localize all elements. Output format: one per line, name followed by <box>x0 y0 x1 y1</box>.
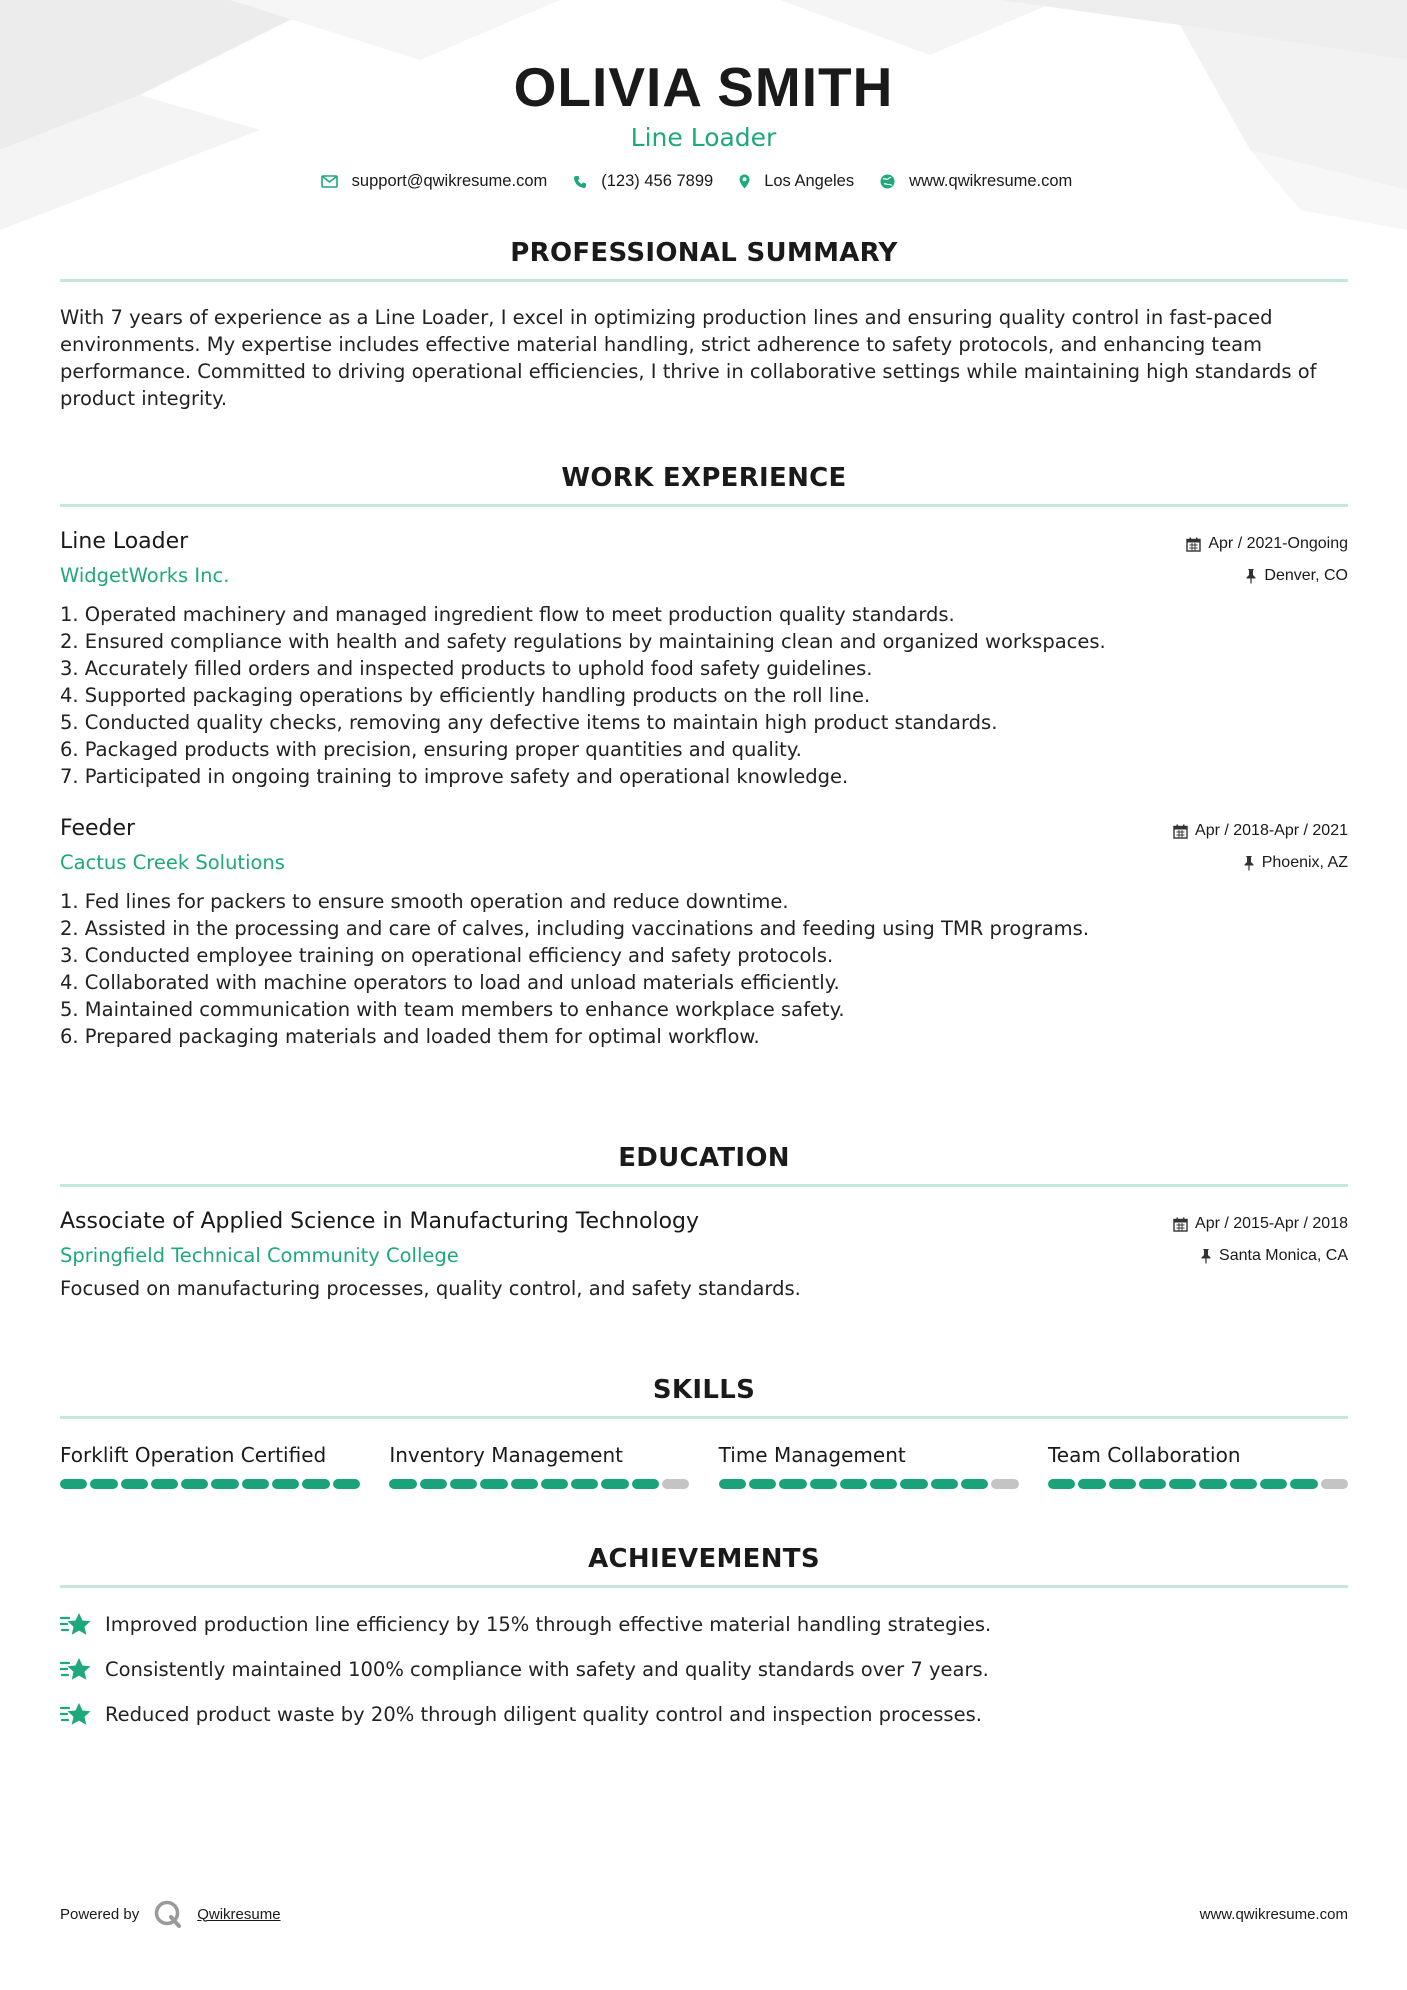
contact-website[interactable] <box>880 172 1072 191</box>
job-location-text: Denver, CO <box>1264 567 1348 584</box>
footer-website-link[interactable]: www.qwikresume.com <box>1199 1905 1348 1923</box>
skill-item <box>60 1443 360 1489</box>
skill-segment-filled <box>211 1479 238 1489</box>
job-entry <box>60 529 1348 790</box>
achievement-item <box>60 1647 1348 1692</box>
degree-title: Associate of Applied Science in Manufacturing Technology <box>60 1209 700 1234</box>
skill-segment-filled <box>541 1479 568 1489</box>
education-location-text: Santa Monica, CA <box>1219 1247 1348 1264</box>
education-description: Focused on manufacturing processes, quality control, and safety standards. <box>60 1277 801 1300</box>
summary-section <box>60 238 1348 412</box>
skill-segment-empty <box>991 1479 1018 1489</box>
achievement-text: Improved production line efficiency by 15% through effective material handling strategies. <box>105 1613 992 1636</box>
pushpin-icon <box>1243 855 1255 871</box>
location-text: Los Angeles <box>764 172 855 190</box>
achievement-text: Reduced product waste by 20% through diligent quality control and inspection processes. <box>105 1703 982 1726</box>
summary-divider <box>60 279 1348 282</box>
job-location <box>1243 854 1348 872</box>
skills-heading: SKILLS <box>652 1375 756 1405</box>
website-text: www.qwikresume.com <box>909 172 1073 190</box>
school-name: Springfield Technical Community College <box>60 1244 459 1267</box>
skill-segment-filled <box>779 1479 806 1489</box>
contact-phone[interactable] <box>573 172 713 191</box>
resume-header <box>0 55 1407 152</box>
list-item: 6. Prepared packaging materials and loaded them for optimal workflow. <box>60 1025 760 1048</box>
skill-segment-filled <box>420 1479 447 1489</box>
skill-segment-filled <box>272 1479 299 1489</box>
skill-segment-filled <box>1109 1479 1136 1489</box>
calendar-icon <box>1186 537 1201 552</box>
skill-segment-filled <box>719 1479 746 1489</box>
list-item: 3. Accurately filled orders and inspected products to uphold food safety guidelines. <box>60 657 873 680</box>
job-dates-text: Apr / 2018-Apr / 2021 <box>1195 822 1348 839</box>
skill-segment-filled <box>601 1479 628 1489</box>
pushpin-icon <box>1245 568 1257 584</box>
education-dates <box>1173 1215 1348 1233</box>
contact-email[interactable] <box>321 172 548 191</box>
achievements-section <box>60 1544 1348 1737</box>
skill-segment-filled <box>571 1479 598 1489</box>
job-entry <box>60 816 1348 1050</box>
summary-text: With 7 years of experience as a Line Loader, I excel in optimizing production lines and ensuring quality control in fast-paced environments. My expertise includes effective material handling, strict adherence to safety protocols, and enhancing team performance. Committed to driving operational efficiencies, I thrive in collaborative settings while maintaining high standards of product integrity. <box>60 306 1317 410</box>
job-title: Line Loader <box>60 529 189 554</box>
skill-segment-filled <box>1230 1479 1257 1489</box>
skill-segment-filled <box>1078 1479 1105 1489</box>
education-divider <box>60 1184 1348 1187</box>
achievement-item <box>60 1692 1348 1737</box>
education-location <box>1200 1247 1348 1265</box>
list-item: 2. Ensured compliance with health and safety regulations by maintaining clean and organized workspaces. <box>60 630 1106 653</box>
experience-divider <box>60 504 1348 507</box>
education-entry <box>60 1209 1348 1302</box>
list-item: 5. Conducted quality checks, removing any defective items to maintain high product standards. <box>60 711 998 734</box>
achievements-heading: ACHIEVEMENTS <box>588 1544 820 1574</box>
skill-segment-filled <box>242 1479 269 1489</box>
skill-name: Time Management <box>718 1443 906 1467</box>
skill-item <box>1048 1443 1348 1489</box>
calendar-icon <box>1173 1217 1188 1232</box>
skills-list <box>60 1443 1348 1489</box>
skill-segment-filled <box>1290 1479 1317 1489</box>
experience-section <box>60 463 1348 1050</box>
job-responsibilities <box>60 888 1348 1050</box>
skill-segment-filled <box>632 1479 659 1489</box>
education-section <box>60 1143 1348 1302</box>
skill-segment-filled <box>1139 1479 1166 1489</box>
candidate-name: OLIVIA SMITH <box>513 56 894 118</box>
skill-segment-filled <box>60 1479 87 1489</box>
job-company: WidgetWorks Inc. <box>60 564 230 587</box>
skill-level-bar <box>719 1479 1019 1489</box>
job-title: Feeder <box>60 816 136 841</box>
job-dates <box>1186 535 1348 553</box>
skill-segment-filled <box>450 1479 477 1489</box>
skill-segment-filled <box>151 1479 178 1489</box>
skill-name: Inventory Management <box>389 1443 623 1467</box>
achievements-list <box>60 1602 1348 1737</box>
skill-segment-filled <box>333 1479 360 1489</box>
map-pin-icon <box>739 174 750 189</box>
powered-by-label: Powered by <box>60 1905 140 1923</box>
skill-name: Team Collaboration <box>1047 1443 1241 1467</box>
list-item: 4. Supported packaging operations by efficiently handling products on the roll line. <box>60 684 871 707</box>
skill-segment-filled <box>480 1479 507 1489</box>
star-icon <box>60 1702 93 1728</box>
job-location <box>1245 567 1348 585</box>
skill-segment-filled <box>870 1479 897 1489</box>
education-heading: EDUCATION <box>618 1143 790 1173</box>
skill-segment-filled <box>840 1479 867 1489</box>
contact-bar <box>0 172 1407 191</box>
education-dates-text: Apr / 2015-Apr / 2018 <box>1195 1215 1348 1232</box>
list-item: 4. Collaborated with machine operators to load and unload materials efficiently. <box>60 971 840 994</box>
skills-section <box>60 1375 1348 1489</box>
list-item: 5. Maintained communication with team members to enhance workplace safety. <box>60 998 845 1021</box>
job-dates <box>1173 822 1348 840</box>
skill-name: Forklift Operation Certified <box>60 1443 327 1467</box>
skill-segment-filled <box>181 1479 208 1489</box>
list-item: 6. Packaged products with precision, ensuring proper quantities and quality. <box>60 738 802 761</box>
list-item: 2. Assisted in the processing and care of calves, including vaccinations and feeding using TMR programs. <box>60 917 1090 940</box>
phone-icon <box>573 175 587 189</box>
job-dates-text: Apr / 2021-Ongoing <box>1208 535 1348 552</box>
globe-icon <box>880 174 895 189</box>
skill-item <box>389 1443 689 1489</box>
skill-level-bar <box>60 1479 360 1489</box>
list-item: 1. Operated machinery and managed ingredient flow to meet production quality standards. <box>60 603 955 626</box>
skill-segment-filled <box>90 1479 117 1489</box>
list-item: 1. Fed lines for packers to ensure smooth operation and reduce downtime. <box>60 890 789 913</box>
skill-segment-filled <box>1169 1479 1196 1489</box>
skill-segment-filled <box>1260 1479 1287 1489</box>
experience-heading: WORK EXPERIENCE <box>561 463 847 493</box>
powered-by <box>60 1899 281 1929</box>
phone-text: (123) 456 7899 <box>601 172 714 190</box>
skill-segment-filled <box>961 1479 988 1489</box>
skill-segment-filled <box>511 1479 538 1489</box>
qwikresume-logo-icon <box>153 1899 183 1929</box>
skill-segment-filled <box>931 1479 958 1489</box>
skill-segment-empty <box>1321 1479 1348 1489</box>
skill-segment-filled <box>900 1479 927 1489</box>
skill-item <box>719 1443 1019 1489</box>
candidate-role: Line Loader <box>630 123 777 152</box>
achievements-divider <box>60 1585 1348 1588</box>
skills-divider <box>60 1416 1348 1419</box>
skill-level-bar <box>1048 1479 1348 1489</box>
achievement-text: Consistently maintained 100% compliance with safety and quality standards over 7 years. <box>105 1658 989 1681</box>
job-company: Cactus Creek Solutions <box>60 851 285 874</box>
list-item: 3. Conducted employee training on operational efficiency and safety protocols. <box>60 944 834 967</box>
summary-heading: PROFESSIONAL SUMMARY <box>510 238 898 268</box>
skill-segment-filled <box>1048 1479 1075 1489</box>
email-text: support@qwikresume.com <box>351 172 548 190</box>
star-icon <box>60 1657 93 1683</box>
skill-segment-filled <box>389 1479 416 1489</box>
achievement-item <box>60 1602 1348 1647</box>
contact-location <box>739 172 854 191</box>
page-footer <box>60 1899 1348 1929</box>
skill-segment-filled <box>302 1479 329 1489</box>
skill-segment-filled <box>749 1479 776 1489</box>
skill-level-bar <box>389 1479 689 1489</box>
list-item: 7. Participated in ongoing training to improve safety and operational knowledge. <box>60 765 849 788</box>
skill-segment-filled <box>810 1479 837 1489</box>
email-icon <box>321 175 338 188</box>
star-icon <box>60 1612 93 1638</box>
pushpin-icon <box>1200 1248 1212 1264</box>
job-location-text: Phoenix, AZ <box>1261 854 1348 871</box>
job-responsibilities <box>60 601 1348 790</box>
skill-segment-filled <box>121 1479 148 1489</box>
skill-segment-filled <box>1199 1479 1226 1489</box>
qwikresume-link[interactable]: Qwikresume <box>197 1905 281 1923</box>
skill-segment-empty <box>662 1479 689 1489</box>
calendar-icon <box>1173 824 1188 839</box>
